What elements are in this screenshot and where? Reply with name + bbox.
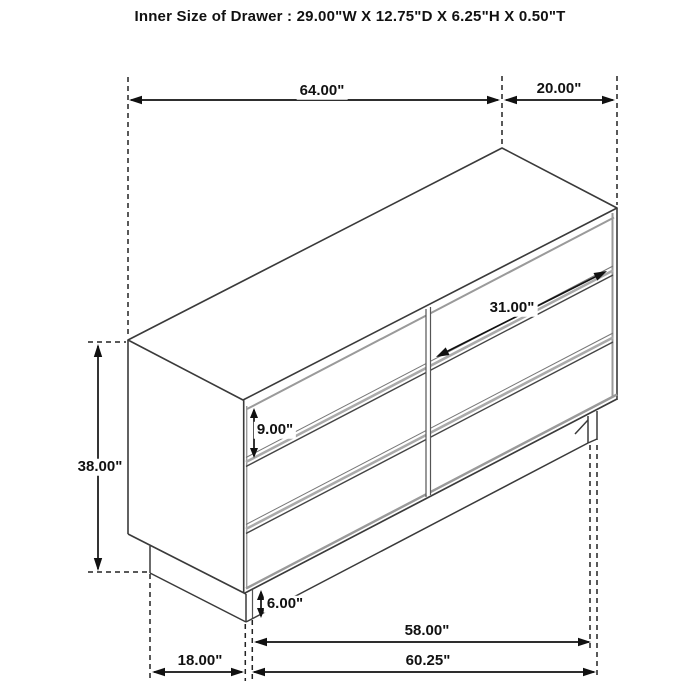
dimension-label-overall-height: 38.00" [75, 459, 126, 476]
dimension-label-drawer-height: 9.00" [254, 422, 296, 439]
dimension-label-depth-top: 20.00" [534, 81, 585, 98]
diagram-title: Inner Size of Drawer : 29.00"W X 12.75"D X 6.25"H X 0.50"T [134, 8, 566, 25]
dimension-label-width-top: 64.00" [297, 83, 348, 100]
dimension-label-drawer-width: 31.00" [487, 300, 538, 317]
dresser-base-and-legs [150, 411, 597, 622]
dimension-label-leg-height: 6.00" [264, 596, 306, 613]
drawer-divider-line [426, 307, 431, 497]
dimension-label-base-depth: 18.00" [175, 653, 226, 670]
dimension-label-bottom-width: 60.25" [403, 653, 454, 670]
dresser-top-face [128, 148, 617, 400]
dimension-label-base-width: 58.00" [402, 623, 453, 640]
dresser-side-panel [128, 340, 247, 594]
